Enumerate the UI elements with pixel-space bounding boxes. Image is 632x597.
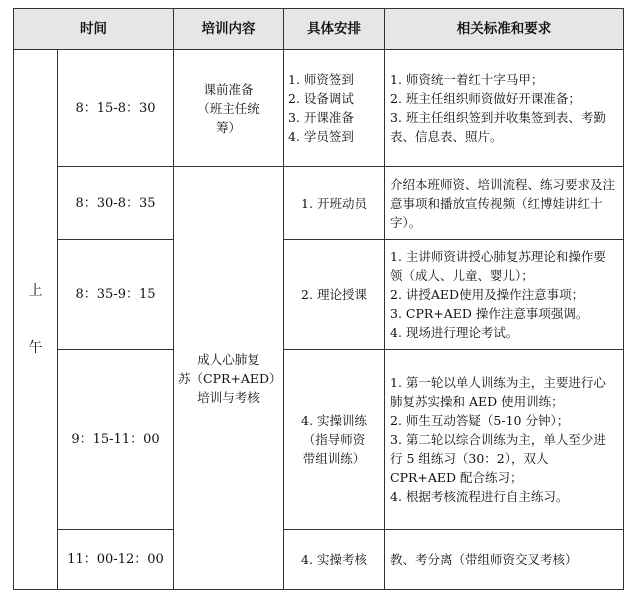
header-content: 培训内容 [174, 9, 284, 50]
arrangement-cell [284, 530, 385, 590]
time-cell: 8：35-9：15 [58, 240, 174, 350]
table-row [14, 530, 624, 590]
content-line: 筹） [215, 119, 241, 135]
requirement-line: 4. 根据考核流程进行自主练习。 [390, 489, 569, 504]
requirement-line: 介绍本班师资、培训流程、练习要求及注意事项和播放宣传视频（红博娃讲红十字）。 [390, 176, 616, 230]
content-line: （班主任统 [197, 100, 260, 116]
requirement-line: 教、考分离（带组师资交叉考核） [390, 552, 578, 567]
requirement-cell [385, 350, 624, 530]
table-row [14, 240, 624, 350]
arrangement-line: 4. 学员签到 [288, 129, 354, 144]
table-row [14, 167, 624, 240]
arrangement-cell [284, 167, 385, 240]
requirement-line: 3. 第二轮以综合训练为主，单人至少进行 5 组练习（30：2），双人 CPR+AED 配合练习； [390, 432, 606, 485]
table-row [14, 350, 624, 530]
header-time: 时间 [14, 9, 174, 50]
arrangement-line: 4. 实操考核 [301, 552, 367, 567]
requirement-line: 1. 第一轮以单人训练为主，主要进行心肺复苏实操和 AED 使用训练； [390, 375, 606, 409]
requirement-line: 1. 师资统一着红十字马甲； [390, 72, 544, 87]
header-requirements: 相关标准和要求 [385, 9, 624, 50]
content-line: 培训与考核 [197, 389, 260, 405]
content-line: 苏（CPR+AED） [178, 370, 282, 386]
requirement-line: 1. 主讲师资讲授心肺复苏理论和操作要领（成人、儿童、婴儿）； [390, 249, 606, 283]
requirement-line: 4. 现场进行理论考试。 [390, 325, 519, 340]
arrangement-cell [284, 50, 385, 167]
requirement-line: 3. 班主任组织签到并收集签到表、考勤表、信息表、照片。 [390, 110, 606, 144]
header-row [14, 9, 624, 50]
arrangement-line: 2. 设备调试 [288, 91, 354, 106]
time-cell: 8：30-8：35 [58, 167, 174, 240]
arrangement-line: 1. 开班动员 [301, 195, 367, 211]
requirement-cell [385, 240, 624, 350]
requirement-cell [385, 50, 624, 167]
arrangement-line: 3. 开课准备 [288, 110, 354, 125]
arrangement-cell [284, 240, 385, 350]
header-arrangement: 具体安排 [284, 9, 385, 50]
requirement-line: 2. 师生互动答疑（5-10 分钟）； [390, 413, 570, 428]
training-schedule-table [13, 8, 624, 590]
content-line: 课前准备 [203, 81, 254, 97]
requirement-line: 3. CPR+AED 操作注意事项强调。 [390, 306, 589, 321]
arrangement-line: 1. 师资签到 [288, 72, 354, 87]
requirement-cell [385, 530, 624, 590]
arrangement-line: （指导师资 [302, 432, 366, 447]
period-cell [14, 50, 58, 590]
table-row [14, 50, 624, 167]
arrangement-line: 4. 实操训练 [301, 413, 367, 428]
time-cell: 8：15-8：30 [58, 50, 174, 167]
time-cell: 9：15-11：00 [58, 350, 174, 530]
period-char: 午 [28, 339, 43, 356]
requirement-line: 2. 讲授AED使用及操作注意事项； [390, 287, 585, 302]
period-char: 上 [28, 282, 43, 299]
time-cell: 11：00-12：00 [58, 530, 174, 590]
content-line: 成人心肺复 [197, 351, 260, 367]
arrangement-line: 2. 理论授课 [301, 287, 367, 302]
content-cell [174, 50, 284, 167]
requirement-cell [385, 167, 624, 240]
requirement-line: 2. 班主任组织师资做好开课准备； [390, 91, 581, 106]
arrangement-cell [284, 350, 385, 530]
arrangement-line: 带组训练） [302, 451, 366, 466]
merged-content-cell [174, 167, 284, 590]
